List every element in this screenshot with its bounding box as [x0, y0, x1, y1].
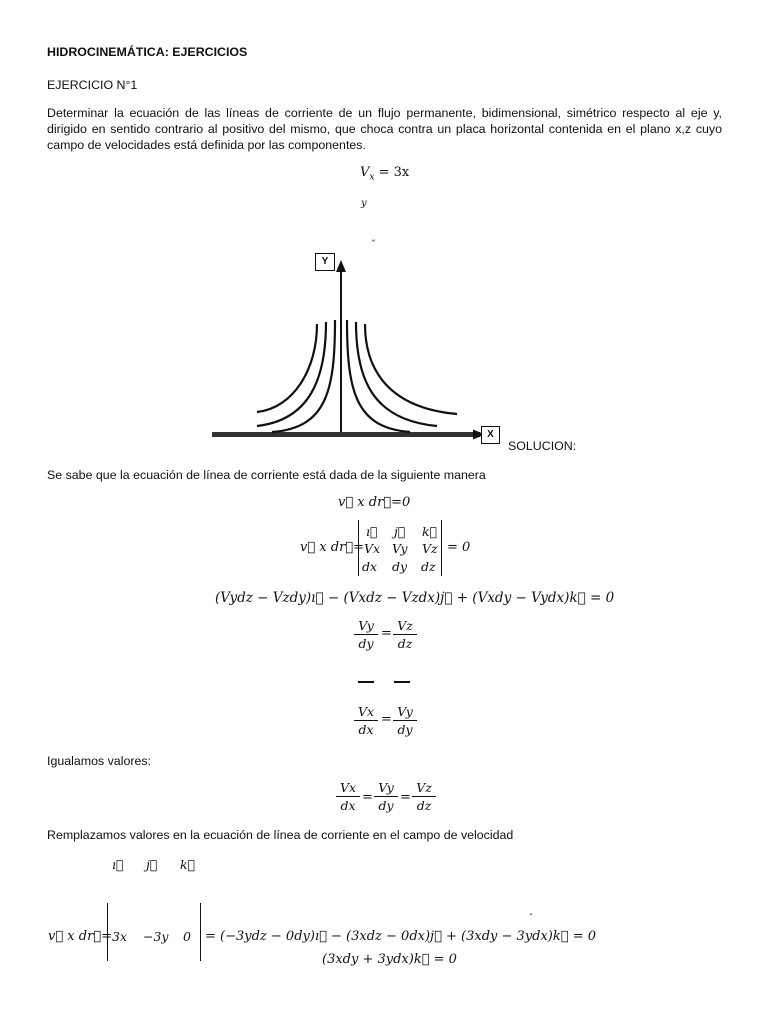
determinant-left-bar [358, 520, 359, 576]
matrix-cell-3x: 3x [112, 929, 128, 944]
unit-vector-j: j⃗ [146, 857, 158, 872]
determinant-left-bar [107, 903, 108, 961]
determinant-right-bar [200, 903, 201, 961]
fraction-vz-dz: $\frac{Vz}{dz}$ [393, 618, 417, 651]
fraction-vy-dy: $\frac{Vy}{dy}$ [393, 704, 417, 737]
equal-values-label: Igualamos valores: [47, 754, 151, 768]
expanded-cross-product: (Vydz − Vzdy)ı⃗ − (Vxdz − Vzdx)j⃗ + (Vxdy − Vydx)k⃗ = 0 [215, 590, 615, 606]
fraction-vy-dy: $\frac{Vy}{dy}$ [374, 780, 398, 813]
matrix-cell-vz: Vz [422, 541, 438, 556]
matrix-cell-dz: dz [421, 559, 436, 574]
velocity-component-x: $V_x = 3x$ [360, 165, 410, 183]
equals-sign: = [381, 712, 392, 727]
streamline-condition: v⃗ x dr⃗=0 [338, 495, 411, 510]
unit-vector-k: k⃗ [180, 857, 196, 872]
fraction-vz-dz: $\frac{Vz}{dz}$ [412, 780, 436, 813]
horizontal-plate [212, 432, 480, 437]
unit-vector-i: ı⃗ [112, 857, 124, 872]
matrix-cell-zero: 0 [183, 929, 191, 944]
streamline-right-2 [356, 322, 437, 426]
fraction-vx-dx: $\frac{Vx}{dx}$ [336, 780, 360, 813]
exercise-heading: EJERCICIO N°1 [47, 78, 138, 92]
matrix-cell-k: k⃗ [422, 524, 438, 539]
stray-mark: ˇ [370, 240, 375, 251]
final-streamline-equation: (3xdy + 3ydx)k⃗ = 0 [322, 952, 457, 967]
stray-accent-mark: ˇ [528, 914, 533, 924]
y-axis-arrow-icon [336, 260, 346, 272]
stray-dash-left [358, 681, 374, 683]
matrix-cell-vx: Vx [364, 541, 381, 556]
fraction-vx-dx: $\frac{Vx}{dx}$ [354, 704, 378, 737]
equals-sign: = [362, 790, 373, 805]
expanded-cross-product-numeric: = (−3ydz − 0dy)ı⃗ − (3xdz − 0dx)j⃗ + (3xdy − 3ydx)k⃗ = 0 [205, 929, 596, 944]
document-title: HIDROCINEMÁTICA: EJERCICIOS [47, 45, 248, 59]
determinant-right-bar [441, 520, 442, 576]
velocity-component-y-label: y [361, 198, 367, 209]
problem-statement: Determinar la ecuación de las líneas de corriente de un flujo permanente, bidimensional, simétrico respecto al eje y, dirigido en sentido contrario al positivo del mismo, que choca contra un placa horizontal contenida en el plano x,z cuyo campo de velocidades está definida por las componentes. [47, 106, 722, 152]
matrix-cell-dy: dy [392, 559, 408, 574]
matrix-cell-j: j⃗ [394, 524, 406, 539]
cross-product-lhs-numeric: v⃗ x dr⃗= [48, 929, 112, 944]
x-axis-label-box: X [481, 426, 500, 444]
replace-values-label: Remplazamos valores en la ecuación de línea de corriente en el campo de velocidad [47, 828, 514, 842]
matrix-cell-i: ı⃗ [366, 524, 378, 539]
cross-product-rhs: = 0 [447, 540, 471, 555]
stray-dash-right [394, 681, 410, 683]
y-axis-label-box: Y [315, 253, 335, 271]
intro-text: Se sabe que la ecuación de línea de corriente está dada de la siguiente manera [47, 468, 486, 482]
matrix-cell-minus-3y: −3y [143, 929, 169, 944]
matrix-cell-dx: dx [362, 559, 378, 574]
equals-sign: = [381, 626, 392, 641]
cross-product-lhs: v⃗ x dr⃗= [300, 540, 364, 555]
equals-sign: = [400, 790, 411, 805]
matrix-cell-vy: Vy [392, 541, 408, 556]
solution-label: SOLUCION: [508, 439, 577, 453]
streamline-figure [205, 250, 505, 450]
fraction-vy-dy: $\frac{Vy}{dy}$ [354, 618, 378, 651]
